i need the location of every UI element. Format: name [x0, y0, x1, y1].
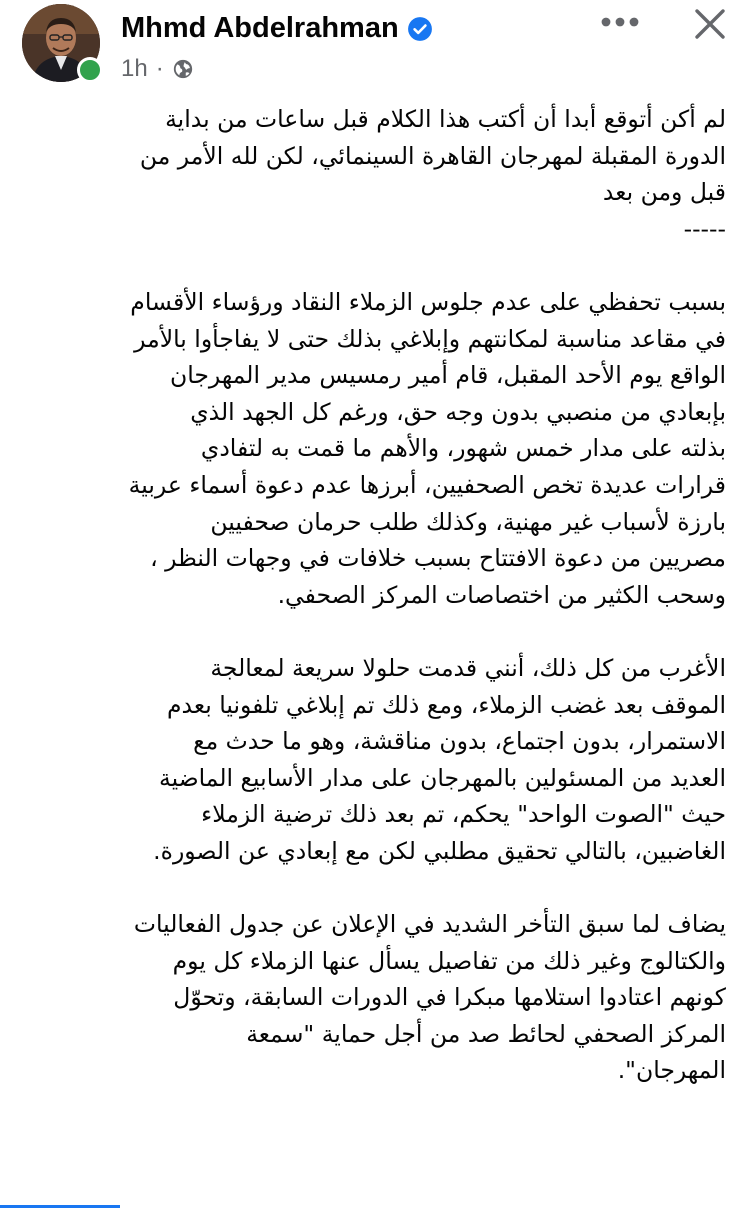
author-avatar-container[interactable]: [22, 4, 104, 82]
post-timestamp[interactable]: 1h: [121, 55, 148, 82]
post-line: الموقف بعد غضب الزملاء، ومع ذلك تم إبلاغي تلفونيا بعدم: [167, 690, 726, 719]
post-line: بذلته على مدار خمس شهور، والأهم ما قمت به لتفادي: [200, 434, 726, 463]
post-line: الاستمرار، بدون اجتماع، بدون مناقشة، وهو ما حدث مع: [193, 727, 726, 756]
online-status-dot: [77, 57, 103, 83]
post-line: مصريين من دعوة الافتتاح بسبب خلافات في وجهات النظر ،: [150, 544, 726, 573]
post-line: قرارات عديدة تخص الصحفيين، أبرزها عدم دعوة أسماء عربية: [128, 470, 726, 499]
post-line: الدورة المقبلة لمهرجان القاهرة السينمائي، لكن لله الأمر من: [139, 141, 726, 170]
post-meta-row: [121, 55, 194, 83]
post-line: الواقع يوم الأحد المقبل، قام أمير رمسيس مدير المهرجان: [169, 361, 726, 390]
close-post-button[interactable]: [690, 4, 730, 44]
author-name[interactable]: Mhmd Abdelrahman: [121, 12, 399, 44]
post-line: في مقاعد مناسبة لمكانتهم وإبلاغي بذلك حتى لا يفاجأوا بالأمر: [134, 324, 726, 353]
post-line: حيث "الصوت الواحد" يحكم، تم بعد ذلك ترضية الزملاء: [201, 800, 726, 829]
post-text: [30, 101, 726, 1089]
post-line: الأغرب من كل ذلك، أنني قدمت حلولا سريعة لمعالجة: [210, 653, 726, 682]
post-line: المهرجان".: [617, 1056, 726, 1085]
paragraph-gap: [30, 247, 726, 284]
paragraph-gap: [30, 613, 726, 650]
paragraph-gap: [30, 869, 726, 906]
more-horizontal-icon: [600, 16, 640, 28]
post-header: [0, 0, 750, 96]
post-line: -----: [683, 214, 726, 243]
meta-separator: ·: [155, 55, 164, 82]
verified-badge-icon: [407, 16, 433, 42]
post-line: والكتالوج وغير ذلك من تفاصيل يسأل عنها الزملاء كل يوم: [172, 946, 726, 975]
post-line: قبل ومن بعد: [602, 178, 726, 207]
more-options-button[interactable]: [598, 4, 642, 40]
post-line: المركز الصحفي لحائط صد من أجل حماية "سمعة: [246, 1019, 726, 1048]
post-line: كونهم اعتادوا استلامها مبكرا في الدورات السابقة، وتحوّل: [173, 983, 726, 1012]
globe-icon[interactable]: [172, 58, 194, 80]
post-line: لم أكن أتوقع أبدا أن أكتب هذا الكلام قبل ساعات من بداية: [165, 105, 726, 133]
post-line: بإبعادي من منصبي بدون وجه حق، ورغم كل الجهد الذي: [190, 397, 726, 426]
close-icon: [694, 8, 726, 40]
post-line: بارزة لأسباب غير مهنية، وكذلك طلب حرمان صحفيين: [210, 507, 726, 536]
post-line: وسحب الكثير من اختصاصات المركز الصحفي.: [277, 580, 726, 609]
bottom-indicator: [0, 1205, 120, 1208]
post-line: العديد من المسئولين بالمهرجان على مدار الأسابيع الماضية: [159, 763, 726, 792]
post-line: الغاضبين، بالتالي تحقيق مطلبي لكن مع إبعادي عن الصورة.: [153, 836, 726, 865]
author-name-row: [121, 12, 433, 45]
post-line: يضاف لما سبق التأخر الشديد في الإعلان عن جدول الفعاليات: [133, 910, 726, 939]
post-line: بسبب تحفظي على عدم جلوس الزملاء النقاد ورؤساء الأقسام: [130, 287, 726, 316]
